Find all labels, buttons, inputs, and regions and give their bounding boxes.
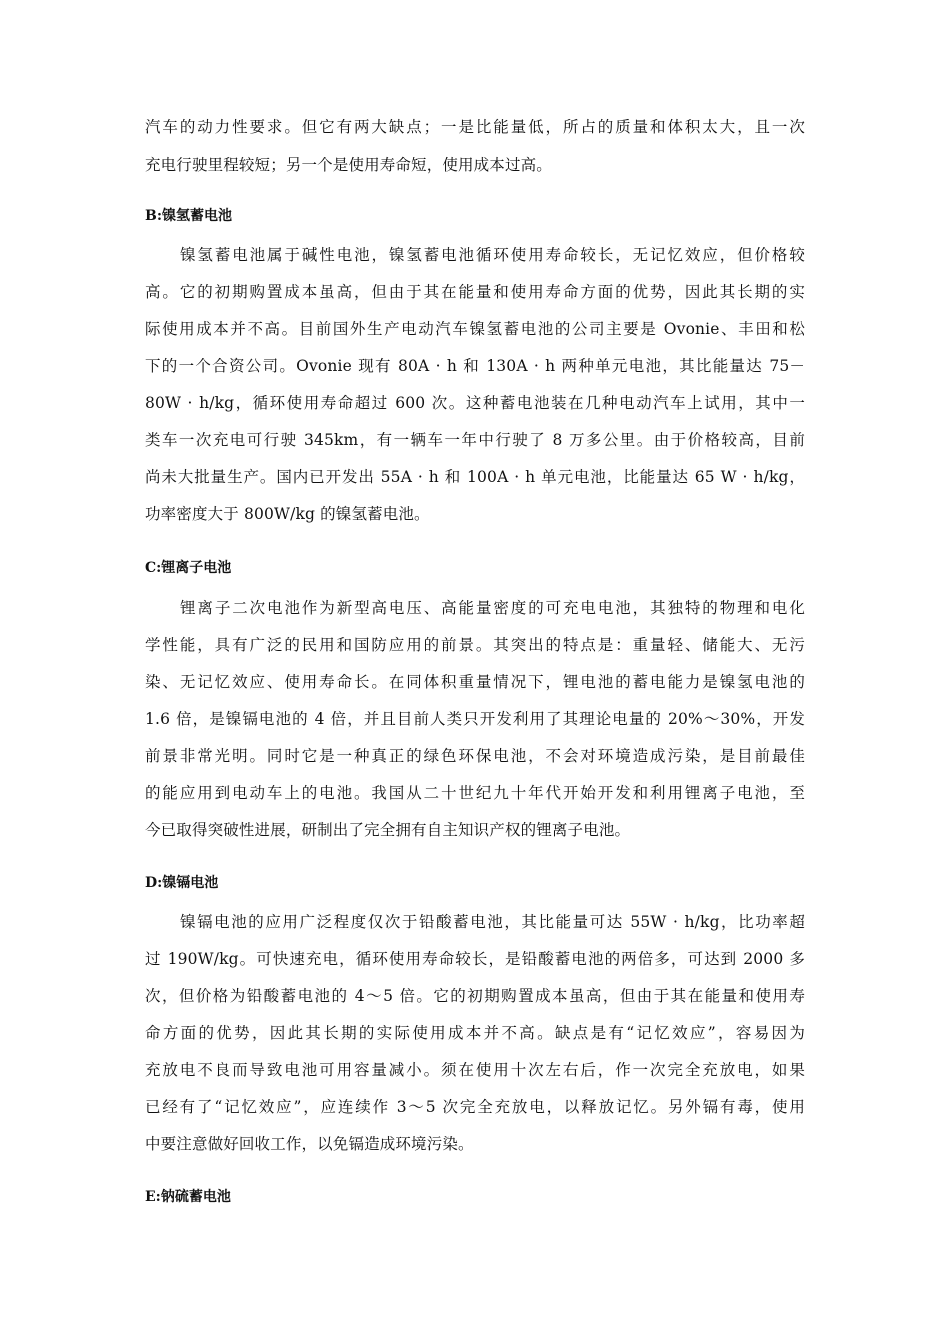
intro-line: 充电行驶里程较短；另一个是使用寿命短，使用成本过高。 bbox=[145, 156, 552, 174]
paragraph-line: 已经有了“记忆效应”，应连续作 3～5 次完全充放电，以释放记忆。另外镉有毒，使用 bbox=[145, 1098, 805, 1116]
paragraph-line: 1.6 倍，是镍镉电池的 4 倍，并且目前人类只开发利用了其理论电量的 20%～30%，开发 bbox=[145, 710, 805, 728]
paragraph-line: 下的一个合资公司。Ovonie 现有 80A · h 和 130A · h 两种单元电池，其比能量达 75－ bbox=[145, 357, 805, 375]
section-heading-c: C:锂离子电池 bbox=[145, 560, 232, 576]
paragraph-line: 锂离子二次电池作为新型高电压、高能量密度的可充电电池，其独特的物理和电化 bbox=[180, 599, 805, 617]
paragraph-line: 充放电不良而导致电池可用容量减小。须在使用十次左右后，作一次完全充放电，如果 bbox=[145, 1061, 805, 1079]
section-heading-e: E:钠硫蓄电池 bbox=[145, 1189, 231, 1205]
paragraph-line: 镍镉电池的应用广泛程度仅次于铅酸蓄电池，其比能量可达 55W · h/kg，比功率超 bbox=[180, 913, 805, 931]
paragraph-line: 前景非常光明。同时它是一种真正的绿色环保电池，不会对环境造成污染，是目前最佳 bbox=[145, 747, 805, 765]
paragraph-line: 尚未大批量生产。国内已开发出 55A · h 和 100A · h 单元电池，比能量达 65 W · h/kg， bbox=[145, 468, 805, 486]
paragraph-line: 的能应用到电动车上的电池。我国从二十世纪九十年代开始开发和利用锂离子电池，至 bbox=[145, 784, 805, 802]
paragraph-line: 高。它的初期购置成本虽高，但由于其在能量和使用寿命方面的优势，因此其长期的实 bbox=[145, 283, 805, 301]
paragraph-line: 中要注意做好回收工作，以免镉造成环境污染。 bbox=[145, 1135, 474, 1153]
paragraph-line: 学性能，具有广泛的民用和国防应用的前景。其突出的特点是：重量轻、储能大、无污 bbox=[145, 636, 805, 654]
paragraph-line: 过 190W/kg。可快速充电，循环使用寿命较长，是铅酸蓄电池的两倍多，可达到 2000 多 bbox=[145, 950, 805, 968]
paragraph-line: 镍氢蓄电池属于碱性电池，镍氢蓄电池循环使用寿命较长，无记忆效应，但价格较 bbox=[180, 246, 805, 264]
paragraph-line: 命方面的优势，因此其长期的实际使用成本并不高。缺点是有“记忆效应”，容易因为 bbox=[145, 1024, 805, 1042]
intro-line: 汽车的动力性要求。但它有两大缺点；一是比能量低，所占的质量和体积太大，且一次 bbox=[145, 118, 805, 136]
paragraph-line: 今已取得突破性进展，研制出了完全拥有自主知识产权的锂离子电池。 bbox=[145, 821, 631, 839]
paragraph-line: 80W · h/kg，循环使用寿命超过 600 次。这种蓄电池装在几种电动汽车上试用，其中一 bbox=[145, 394, 805, 412]
paragraph-line: 染、无记忆效应、使用寿命长。在同体积重量情况下，锂电池的蓄电能力是镍氢电池的 bbox=[145, 673, 805, 691]
paragraph-line: 际使用成本并不高。目前国外生产电动汽车镍氢蓄电池的公司主要是 Ovonie、丰田和松 bbox=[145, 320, 805, 338]
paragraph-line: 类车一次充电可行驶 345km，有一辆车一年中行驶了 8 万多公里。由于价格较高，目前 bbox=[145, 431, 805, 449]
section-heading-b: B:镍氢蓄电池 bbox=[145, 208, 233, 224]
paragraph-line: 次，但价格为铅酸蓄电池的 4～5 倍。它的初期购置成本虽高，但由于其在能量和使用寿 bbox=[145, 987, 805, 1005]
paragraph-line: 功率密度大于 800W/kg 的镍氢蓄电池。 bbox=[145, 505, 430, 523]
section-heading-d: D:镍镉电池 bbox=[145, 875, 219, 891]
